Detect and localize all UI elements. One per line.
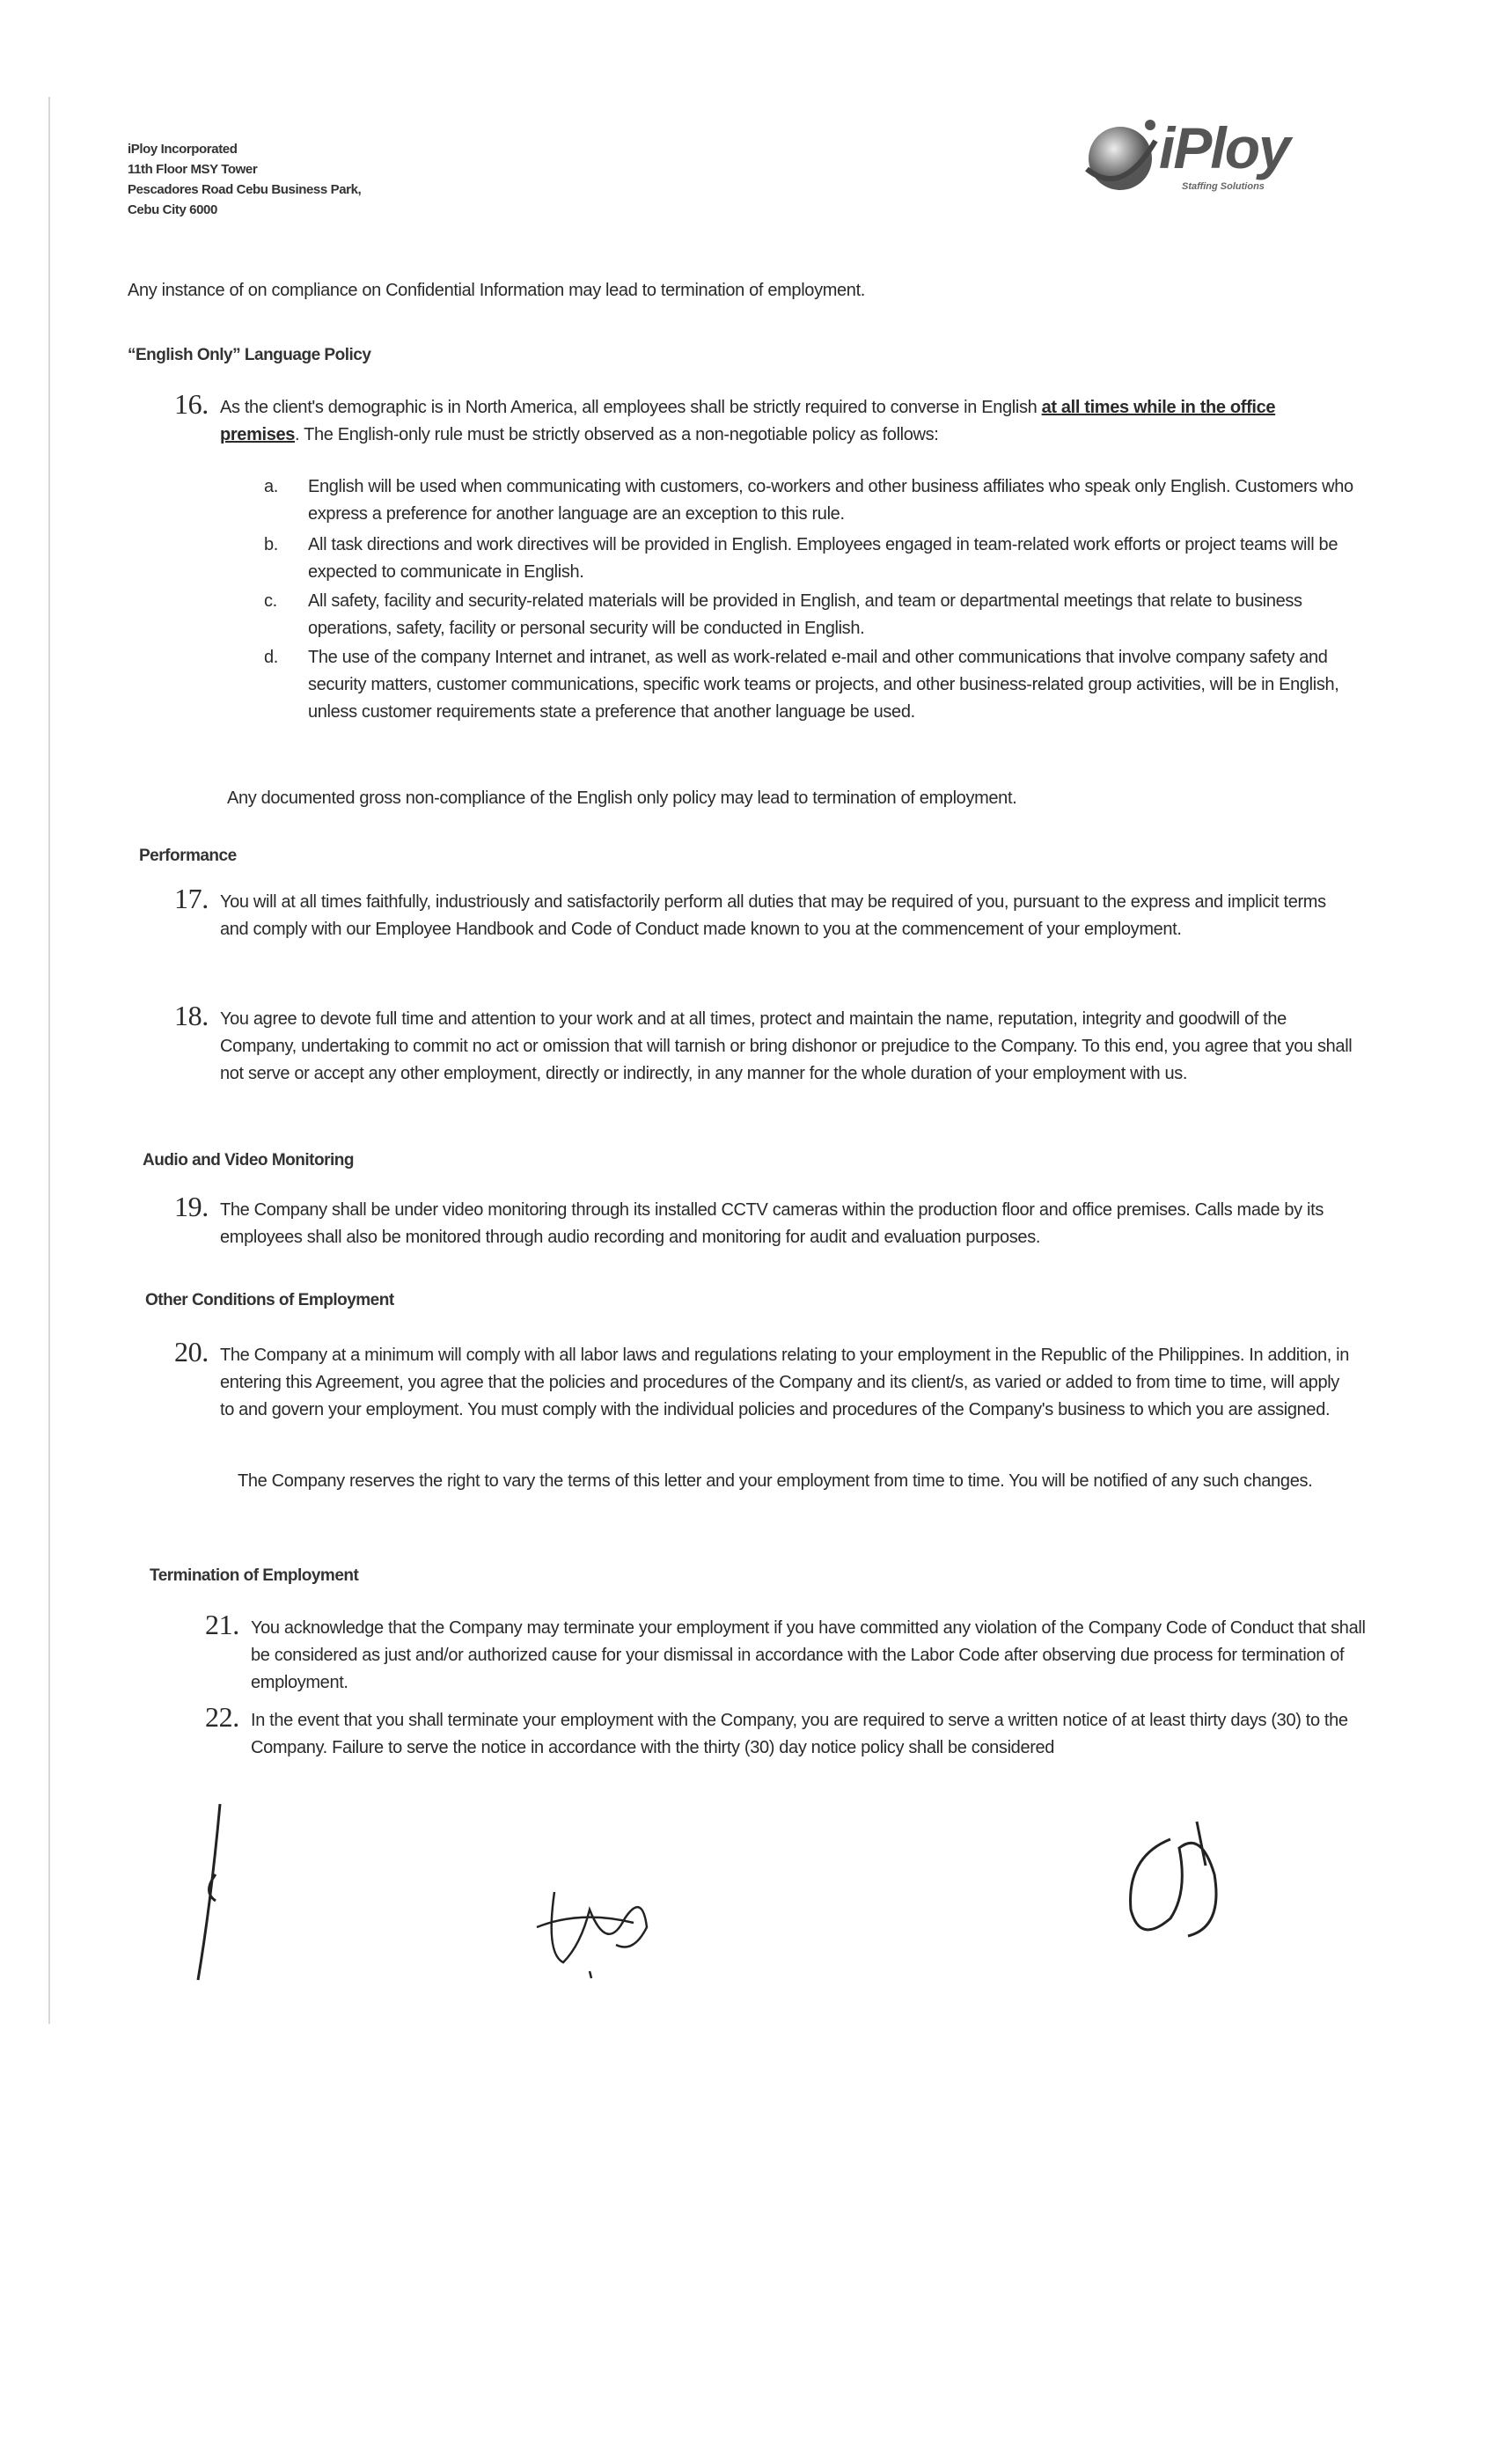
clause-number: 19. <box>174 1191 209 1222</box>
clause-20 <box>174 1336 1355 1424</box>
list-item <box>264 588 1355 642</box>
clause-number: 18. <box>174 1000 209 1031</box>
list-item <box>264 473 1355 528</box>
item-letter: d. <box>264 648 278 667</box>
address-line: iPloy Incorporated <box>128 142 238 157</box>
list-item <box>264 532 1355 586</box>
english-policy-closing: Any documented gross non-compliance of the English only policy may lead to termination of employment. <box>227 788 1017 808</box>
section-heading-monitoring: Audio and Video Monitoring <box>143 1151 354 1170</box>
signature-center <box>528 1874 660 1980</box>
item-letter: c. <box>264 591 277 611</box>
clause-text: You acknowledge that the Company may terminate your employment if you have committed any violation of the Company Code of Conduct that shall be considered as just and/or authorized cause for your dismissal in accordance with the Labor Code after observing due process for termination of employment. <box>251 1618 1366 1692</box>
variation-paragraph: The Company reserves the right to vary the terms of this letter and your employment from time to time. You will be notified of any such changes. <box>238 1471 1313 1491</box>
address-line: 11th Floor MSY Tower <box>128 162 258 177</box>
page-margin-line <box>48 97 50 2024</box>
clause-number: 16. <box>174 388 209 420</box>
clause-text: You agree to devote full time and attention to your work and at all times, protect and maintain the name, reputation, integrity and goodwill of the Company, undertaking to commit no act or omission that will tarnish or bring dishonor or prejudice to the Company. To this end, you agree that you shall not serve or accept any other employment, directly or indirectly, in any manner for the whole duration of your employment with us. <box>220 1009 1353 1083</box>
item-letter: a. <box>264 477 278 496</box>
clause-22 <box>205 1701 1377 1762</box>
logo-text: iPloy <box>1159 115 1289 180</box>
address-line: Cebu City 6000 <box>128 202 217 217</box>
clause-number: 22. <box>205 1701 239 1733</box>
globe-icon <box>1078 114 1162 198</box>
signature-initial-left <box>176 1795 246 1989</box>
item-text: All safety, facility and security-related materials will be provided in English, and team or departmental meetings that relate to business operations, safety, facility or personal security will be conducted in English. <box>308 591 1302 638</box>
signature-initial-right <box>1118 1813 1250 1954</box>
clause-16 <box>174 388 1355 449</box>
clause-text: As the client's demographic is in North America, all employees shall be strictly required to converse in English <box>220 398 1042 417</box>
address-line: Pescadores Road Cebu Business Park, <box>128 182 362 197</box>
confidentiality-note: Any instance of on compliance on Confidential Information may lead to termination of employment. <box>128 281 865 300</box>
clause-number: 20. <box>174 1336 209 1368</box>
clause-17 <box>174 883 1355 943</box>
clause-19 <box>174 1191 1355 1251</box>
section-heading-english: “English Only” Language Policy <box>128 346 371 364</box>
clause-18 <box>174 1000 1355 1088</box>
company-logo <box>1078 114 1316 202</box>
letterhead-address <box>128 139 361 220</box>
clause-text: You will at all times faithfully, industriously and satisfactorily perform all duties that may be required of you, pursuant to the express and implicit terms and comply with our Employee Handbook and Code of Conduct made known to you at the commencement of your employment. <box>220 892 1326 939</box>
item-text: The use of the company Internet and intranet, as well as work-related e-mail and other communications that involve company safety and security matters, customer communications, specific work teams or projects, and other business-related group activities, will be in English, unless customer requirements state a preference that another language be used. <box>308 648 1339 722</box>
logo-tagline: Staffing Solutions <box>1182 181 1265 192</box>
item-text: All task directions and work directives will be provided in English. Employees engaged in team-related work efforts or project teams will be expected to communicate in English. <box>308 535 1338 582</box>
clause-text: . The English-only rule must be strictly observed as a non-negotiable policy as follows: <box>295 425 939 444</box>
section-heading-other-conditions: Other Conditions of Employment <box>145 1291 394 1309</box>
clause-number: 21. <box>205 1609 239 1640</box>
clause-21 <box>205 1609 1377 1697</box>
item-letter: b. <box>264 535 278 554</box>
clause-text: The Company shall be under video monitoring through its installed CCTV cameras within the production floor and office premises. Calls made by its employees shall also be monitored through audio recording and monitoring for audit and evaluation purposes. <box>220 1200 1324 1247</box>
clause-text: The Company at a minimum will comply with all labor laws and regulations relating to your employment in the Republic of the Philippines. In addition, in entering this Agreement, you agree that the policies and procedures of the Company and its client/s, as varied or added to from time to time, will apply to and govern your employment. You must comply with the individual policies and procedures of the Company's business to which you are assigned. <box>220 1346 1350 1419</box>
section-heading-termination: Termination of Employment <box>150 1566 359 1585</box>
list-item <box>264 644 1355 726</box>
underlined-text: at all times while in the office premises <box>220 398 1276 444</box>
clause-number: 17. <box>174 883 209 914</box>
item-text: English will be used when communicating with customers, co-workers and other business affiliates who speak only English. Customers who express a preference for another language are an exception to this rule. <box>308 477 1353 524</box>
section-heading-performance: Performance <box>139 847 237 865</box>
clause-text: In the event that you shall terminate your employment with the Company, you are required to serve a written notice of at least thirty days (30) to the Company. Failure to serve the notice in accordance with the thirty (30) day notice policy shall be considered <box>251 1711 1348 1757</box>
